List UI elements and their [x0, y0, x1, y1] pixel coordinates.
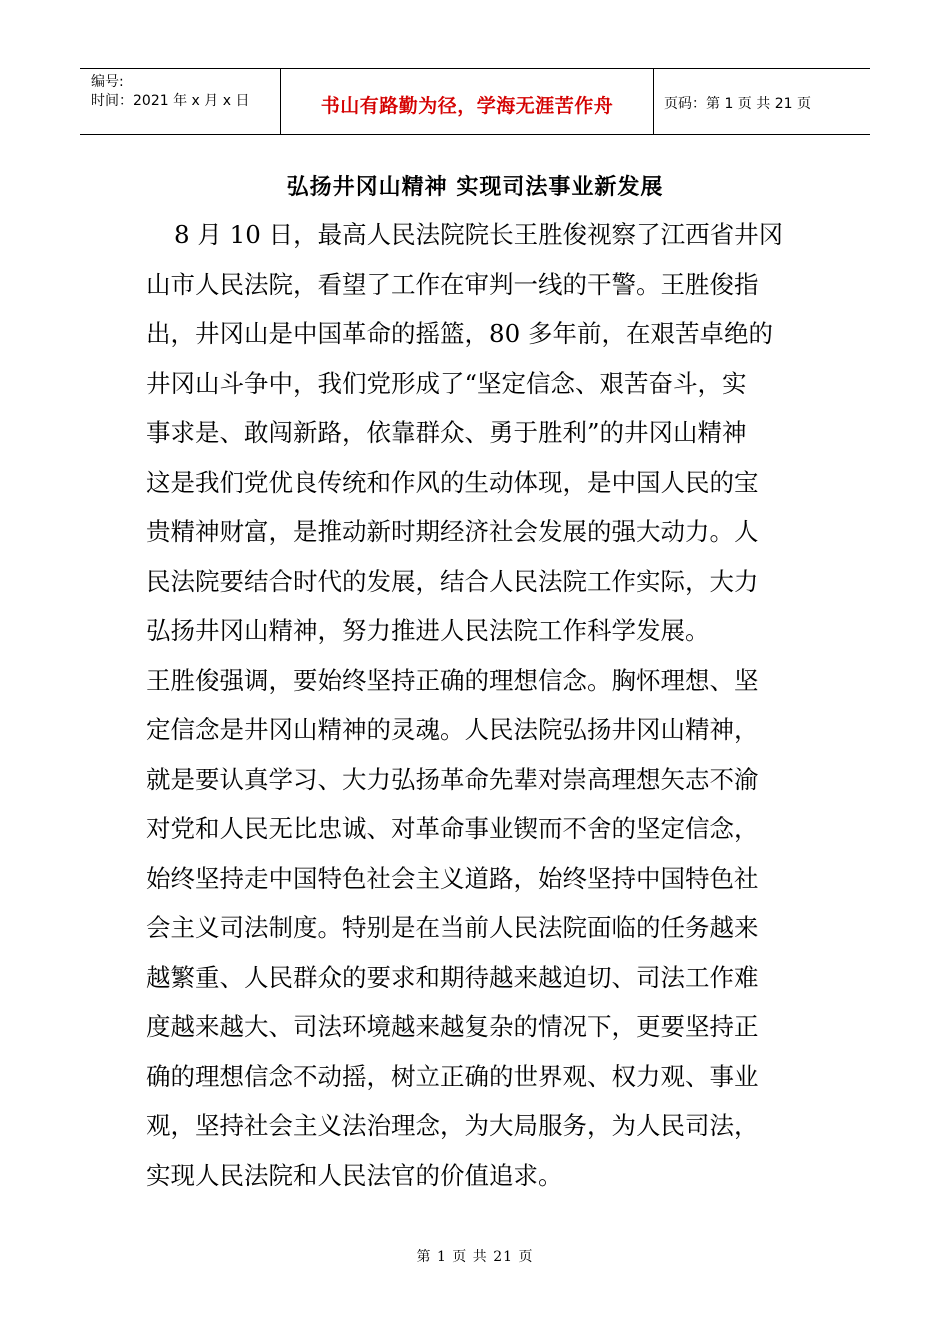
body-line: 实现人民法院和人民法官的价值追求。: [146, 1160, 563, 1190]
header-meta-cell: [80, 69, 281, 134]
body-line: 会主义司法制度。特别是在当前人民法院面临的任务越来: [146, 913, 759, 942]
body-line: 观，坚持社会主义法治理念，为大局服务，为人民司法，: [146, 1111, 759, 1140]
page-footer: 第 1 页 共 21 页: [416, 1249, 534, 1265]
body-line: 这是我们党优良传统和作风的生动体现，是中国人民的宝: [146, 467, 759, 497]
body-line: 山市人民法院，看望了工作在审判一线的干警。王胜俊指: [146, 269, 759, 299]
document-title: 弘扬井冈山精神 实现司法事业新发展: [286, 175, 664, 200]
body-line: 就是要认真学习、大力弘扬革命先辈对崇高理想矢志不渝: [146, 764, 759, 794]
body-line: 王胜俊强调，要始终坚持正确的理想信念。胸怀理想、坚: [146, 665, 759, 695]
header-motto-cell: [281, 69, 654, 134]
body-line: 民法院要结合时代的发展，结合人民法院工作实际，大力: [146, 566, 759, 596]
page-header: [80, 68, 870, 135]
page-number-info: 页码：第 1 页 共 21 页: [664, 96, 811, 112]
serial-label: 编号:: [91, 74, 124, 90]
body-line: 确的理想信念不动摇，树立正确的世界观、权力观、事业: [146, 1061, 759, 1091]
body-line: 定信念是井冈山精神的灵魂。人民法院弘扬井冈山精神，: [146, 715, 759, 744]
body-line: 越繁重、人民群众的要求和期待越来越迫切、司法工作难: [146, 962, 759, 992]
body-line: 出，井冈山是中国革命的摇篮，80 多年前，在艰苦卓绝的: [146, 319, 773, 348]
body-line: 弘扬井冈山精神，努力推进人民法院工作科学发展。: [146, 616, 710, 645]
body-line: 度越来越大、司法环境越来越复杂的情况下，更要坚持正: [146, 1012, 759, 1041]
body-line: 贵精神财富，是推动新时期经济社会发展的强大动力。人: [146, 517, 759, 546]
date-label: 时间：2021 年 x 月 x 日: [91, 93, 250, 109]
body-line: 始终坚持走中国特色社会主义道路，始终坚持中国特色社: [146, 863, 759, 893]
body-line: 8 月 10 日，最高人民法院院长王胜俊视察了江西省井冈: [174, 220, 784, 249]
body-line: 事求是、敢闯新路，依靠群众、勇于胜利”的井冈山精神: [146, 418, 747, 447]
header-page-cell: [654, 69, 870, 134]
document-body: [146, 210, 806, 1200]
body-line: 井冈山斗争中，我们党形成了“坚定信念、艰苦奋斗，实: [146, 368, 747, 398]
body-line: 对党和人民无比忠诚、对革命事业锲而不舍的坚定信念，: [146, 814, 759, 843]
motto-text: 书山有路勤为径，学海无涯苦作舟: [320, 95, 614, 117]
